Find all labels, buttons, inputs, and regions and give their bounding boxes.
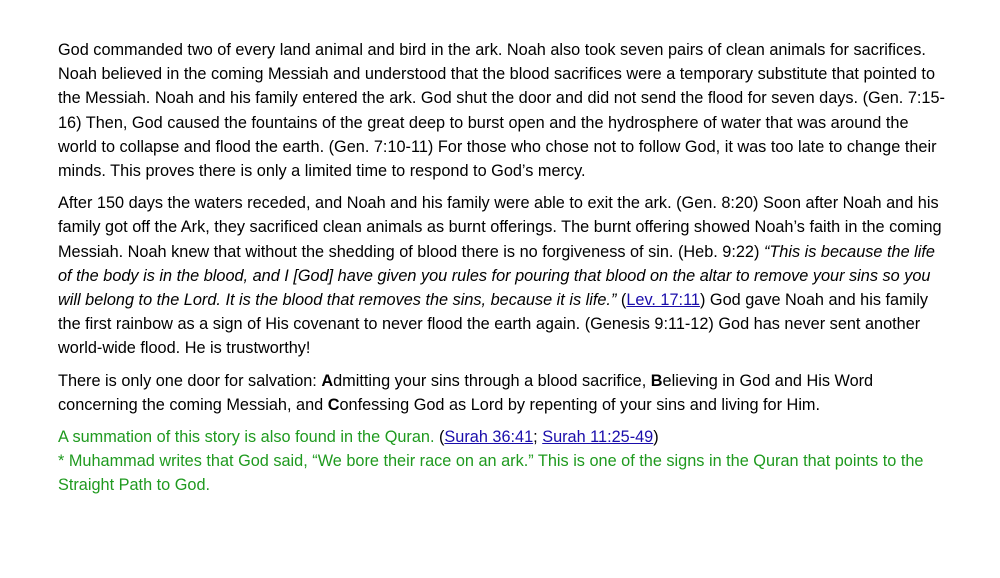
after-flood-tail: ) God gave Noah and his family the first rainbow as a sign of His covenant to never flood the earth again. (Genesis 9:11-12) God has never sent another world-wide flood. He is trustworthy! <box>58 291 929 358</box>
link-separator: ; <box>533 428 543 447</box>
surah-11-25-49-link[interactable]: Surah 11:25-49 <box>542 428 654 447</box>
letter-b: B <box>650 371 663 390</box>
paragraph-flood: God commanded two of every land animal and bird in the ark. Noah also took seven pairs of clean animals for sacrifices. Noah believed in the coming Messiah and understood that the blood sacrifices were a temporary substitute that pointed to the Messiah. Noah and his family entered the ark. God shut the door and did not send the flood for seven days. (Gen. 7:15-16) Then, God caused the fountains of the great deep to burst open and the hydrosphere of water that was around the world to collapse and flood the earth. (Gen. 7:10-11) For those who chose not to follow God, it was too late to change their minds. This proves there is only a limited time to respond to God’s mercy. <box>58 41 945 181</box>
slide-body <box>58 38 948 498</box>
paren-close: ) <box>653 428 659 447</box>
admitting-text: dmitting your sins through a blood sacrifice, <box>333 371 651 390</box>
lev-17-11-link[interactable]: Lev. 17:11 <box>626 291 700 310</box>
surah-36-41-link[interactable]: Surah 36:41 <box>444 428 534 447</box>
letter-a: A <box>321 371 334 390</box>
confessing-text: onfessing God as Lord by repenting of your sins and living for Him. <box>339 395 821 414</box>
paragraph-after-flood <box>58 191 948 360</box>
after-flood-text: After 150 days the waters receded, and Noah and his family were able to exit the ark. (Gen. 8:20) Soon after Noah and his family got off the Ark, they sacrificed clean animals as burnt offerings. The burnt offering showed Noah’s faith in the coming Messiah. Noah knew that without the shedding of blood there is no forgiveness of sin. (Heb. 9:22) <box>58 194 942 261</box>
paragraph-muhammad-note: * Muhammad writes that God said, “We bore their race on an ark.” This is one of the signs in the Quran that points to the Straight Path to God. <box>58 452 924 495</box>
salvation-lead: There is only one door for salvation: <box>58 371 322 390</box>
paragraph-salvation <box>58 369 948 417</box>
paren-open: ( <box>616 291 627 310</box>
leviticus-quote: “This is because the life of the body is in the blood, and I [God] have given you rules for pouring that blood on the altar to remove your sins so you will belong to the Lord. It is the blood that removes the sins, because it is life.” <box>58 242 935 310</box>
believing-text: elieving in God and His Word concerning the coming Messiah, and <box>58 371 874 414</box>
quran-summary-text: A summation of this story is also found in the Quran. <box>58 428 439 447</box>
paren-open-2: ( <box>439 428 445 447</box>
letter-c: C <box>327 395 340 414</box>
paragraph-quran-summary <box>58 425 948 449</box>
